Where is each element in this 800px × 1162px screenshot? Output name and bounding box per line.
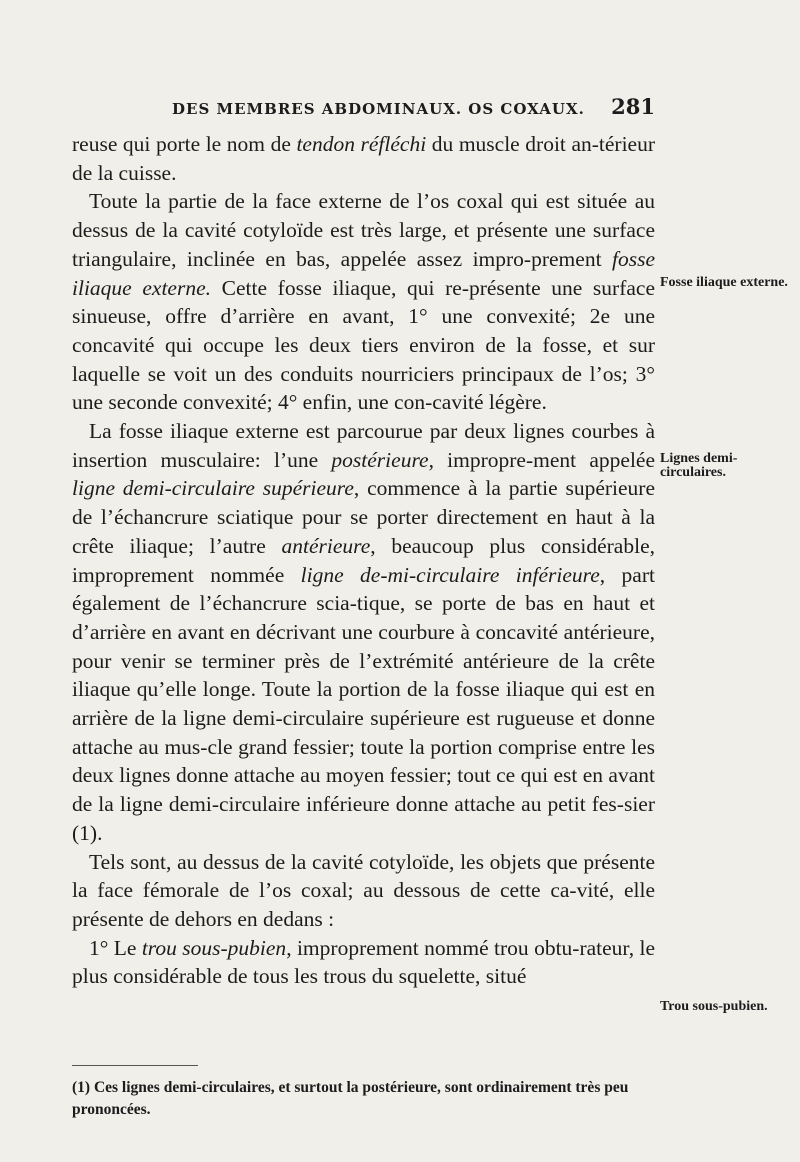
text-run: Cette fosse iliaque, qui re-présente une surface sinueuse, offre d’arrière en avant, 1° une convexité; 2e une concavité qui occupe les deux tiers environ de la fosse, et sur laquelle se voit un des conduits nourriciers principaux de l’os; 3° une seconde convexité; 4° enfin, une con-cavité légère. — [72, 275, 655, 415]
text-run: , commence à la partie supérieure de l’échancrure sciatique pour se porter directement en haut à la crête iliaque; l’autre — [72, 476, 655, 558]
text-run: du muscle droit an-térieur de la cuisse. — [72, 132, 656, 185]
text-run: , beaucoup plus considérable, improprement nommée — [72, 533, 655, 587]
margin-note-trou-sous-pubien: Trou sous-pubien. — [660, 999, 768, 1014]
italic-term: postérieure — [331, 447, 429, 472]
italic-term: tendon réfléchi — [296, 132, 427, 156]
running-head: DES MEMBRES ABDOMINAUX. OS COXAUX. — [172, 100, 585, 118]
text-run: Tels sont, au dessus de la cavité cotyloïde, les objets que présente la face fémorale de l’os coxal; au dessous de cette ca-vité, elle présente de dehors en dedans : — [72, 849, 655, 931]
footnote-divider — [72, 1065, 198, 1066]
footnote — [72, 1077, 655, 1121]
text-run: , improprement nommé trou obtu-rateur, le plus considérable de tous les trous du squelette, situé — [72, 935, 656, 989]
margin-note-fosse-iliaque: Fosse iliaque externe. — [660, 275, 788, 290]
text-run: , impropre-ment appelée — [428, 447, 656, 472]
footnote-text: (1) Ces lignes demi-circulaires, et surtout la postérieure, sont ordinairement très peu prononcées. — [72, 1079, 629, 1118]
paragraph — [72, 187, 655, 417]
margin-note-lignes: Lignes demi-circulaires. — [660, 451, 738, 480]
page-header — [72, 94, 655, 122]
italic-term: fosse iliaque externe. — [72, 246, 655, 300]
italic-term: ligne demi-circulaire supérieure — [72, 476, 354, 501]
italic-term: ligne de-mi-circulaire inférieure — [300, 562, 600, 587]
italic-term: trou sous-pubien — [141, 935, 287, 960]
text-run: , part également de l’échancrure scia-tique, se porte de bas en haut et d’arrière en avant en décrivant une courbure à concavité antérieure, pour venir se terminer près de l’extrémité antérieure de la crête iliaque qu’elle longe. Toute la portion de la fosse iliaque qui est en arrière de la ligne demi-circulaire supérieure est rugueuse et donne attache au mus-cle grand fessier; toute la portion comprise entre les deux lignes donne attache au moyen fessier; tout ce qui est en avant de la ligne demi-circulaire inférieure donne attache au petit fes-sier (1). — [72, 562, 655, 845]
paragraph — [72, 130, 655, 187]
text-run: 1° Le — [89, 935, 142, 960]
paragraph — [72, 848, 655, 934]
page-number: 281 — [611, 94, 655, 119]
text-run: La fosse iliaque externe est parcourue par deux lignes courbes à insertion musculaire: l’une — [72, 419, 655, 472]
paragraph — [72, 417, 655, 848]
paragraph — [72, 934, 655, 991]
text-run: Toute la partie de la face externe de l’os coxal qui est située au dessus de la cavité cotyloïde est très large, et présente une surface triangulaire, inclinée en bas, appelée assez impro-prement — [72, 189, 655, 271]
italic-term: antérieure — [281, 533, 371, 558]
text-run: reuse qui porte le nom de — [72, 132, 297, 156]
body-text — [72, 130, 655, 991]
